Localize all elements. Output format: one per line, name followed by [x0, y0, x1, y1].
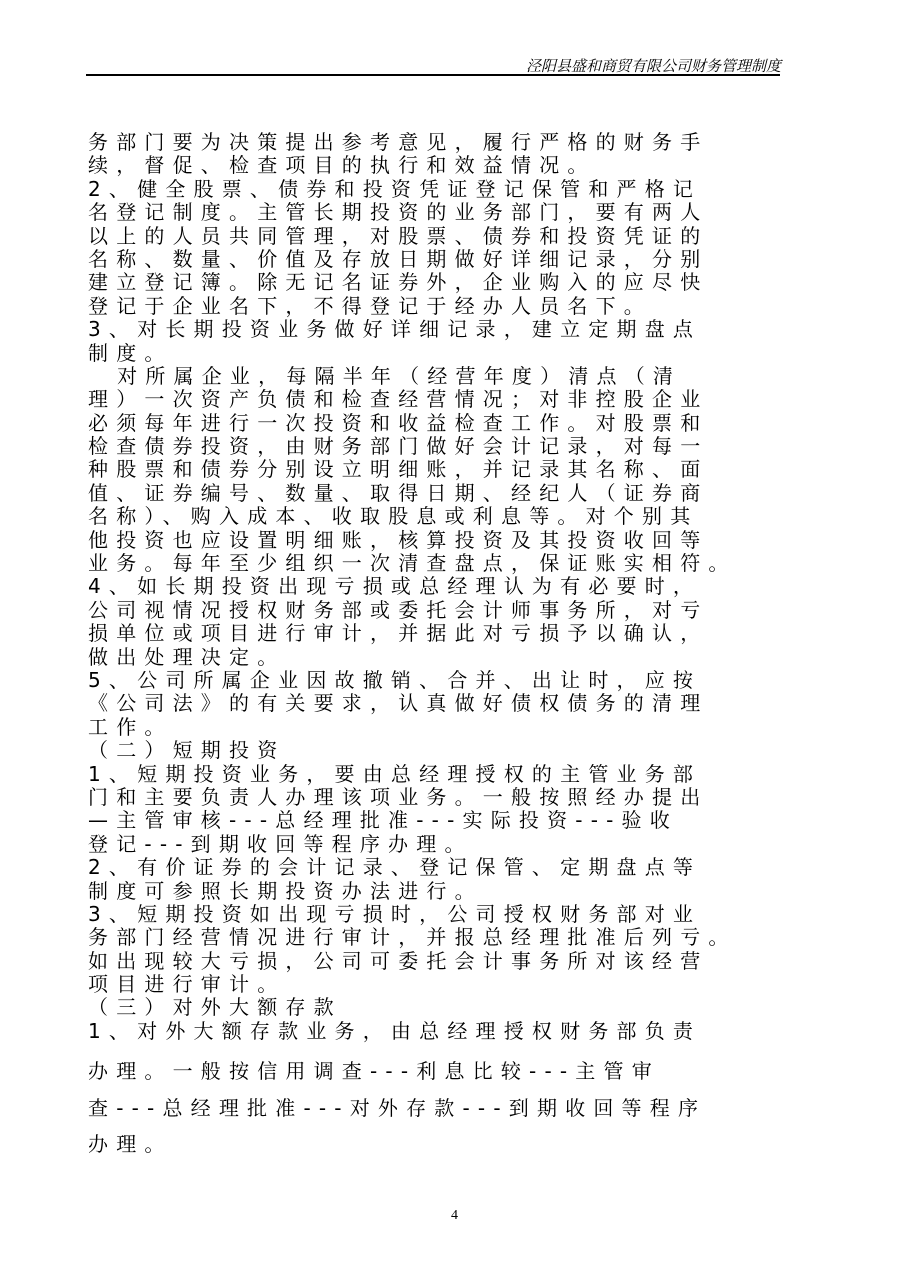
text-line: 以上的人员共同管理，对股票、债券和投资凭证的	[88, 223, 709, 248]
text-line: 2、有价证券的会计记录、登记保管、定期盘点等	[88, 855, 702, 880]
header-title: 泾阳县盛和商贸有限公司财务管理制度	[525, 59, 781, 75]
text-line: 项目进行审计。	[88, 972, 286, 997]
text-line: 业务。每年至少组织一次清查盘点，保证账实相符。	[88, 551, 737, 576]
text-line: 制度。	[88, 340, 173, 365]
text-line: 1、对外大额存款业务，由总经理授权财务部负责	[88, 1018, 702, 1043]
text-line: 查---总经理批准---对外存款---到期收回等程序	[88, 1095, 707, 1120]
text-line: 2、健全股票、债券和投资凭证登记保管和严格记	[88, 176, 702, 201]
text-line: 值、证券编号、数量、取得日期、经纪人（证券商	[88, 480, 709, 505]
text-line: 做出处理决定。	[88, 644, 286, 669]
text-line: 务部门经营情况进行审计，并报总经理批准后列亏。	[88, 925, 737, 950]
text-line: 损单位或项目进行审计，并据此对亏损予以确认，	[88, 621, 709, 646]
text-line: 如出现较大亏损，公司可委托会计事务所对该经营	[88, 948, 709, 973]
text-line: 必须每年进行一次投资和收益检查工作。对股票和	[88, 410, 709, 435]
header-rule	[86, 74, 780, 76]
text-line: 登记---到期收回等程序办理。	[88, 831, 473, 856]
text-line: 工作。	[88, 714, 173, 739]
body-text	[88, 131, 778, 1163]
text-line: 他投资也应设置明细账，核算投资及其投资收回等	[88, 527, 709, 552]
section-heading: （三）对外大额存款	[88, 995, 342, 1020]
text-line: 对所属企业，每隔半年（经营年度）清点（清	[88, 363, 682, 388]
text-line: 5、公司所属企业因故撤销、合并、出让时，应按	[88, 667, 702, 692]
text-line: 门和主要负责人办理该项业务。一般按照经办提出	[88, 784, 709, 809]
text-line: 登记于企业名下，不得登记于经办人员名下。	[88, 293, 652, 318]
text-line: 检查债券投资，由财务部门做好会计记录，对每一	[88, 434, 709, 459]
text-line: 公司视情况授权财务部或委托会计师事务所，对亏	[88, 597, 709, 622]
page-number: 4	[451, 1208, 458, 1223]
text-line: 理）一次资产负债和检查经营情况；对非控股企业	[88, 387, 709, 412]
section-heading: （二）短期投资	[88, 738, 286, 763]
text-line: 种股票和债券分别设立明细账，并记录其名称、面	[88, 457, 709, 482]
text-line: 名称、数量、价值及存放日期做好详细记录，分别	[88, 246, 709, 271]
text-line: 3、对长期投资业务做好详细记录，建立定期盘点	[88, 317, 702, 342]
text-line: 1、短期投资业务，要由总经理授权的主管业务部	[88, 761, 702, 786]
text-line: 办理。一般按信用调查---利息比较---主管审	[88, 1059, 660, 1084]
text-line: 制度可参照长期投资办法进行。	[88, 878, 483, 903]
text-line: —主管审核---总经理批准---实际投资---验收	[88, 808, 678, 833]
text-line: 4、如长期投资出现亏损或总经理认为有必要时，	[88, 574, 702, 599]
text-line: 名登记制度。主管长期投资的业务部门，要有两人	[88, 200, 709, 225]
text-line: 3、短期投资如出现亏损时，公司授权财务部对业	[88, 901, 702, 926]
text-line: 名称）、购入成本、收取股息或利息等。对个别其	[88, 504, 699, 529]
text-line: 续，督促、检查项目的执行和效益情况。	[88, 153, 596, 178]
text-line: 《公司法》的有关要求，认真做好债权债务的清理	[88, 691, 709, 716]
text-line: 办理。	[88, 1132, 173, 1157]
text-line: 建立登记簿。除无记名证券外，企业购入的应尽快	[88, 270, 709, 295]
text-line: 务部门要为决策提出参考意见，履行严格的财务手	[88, 130, 709, 154]
